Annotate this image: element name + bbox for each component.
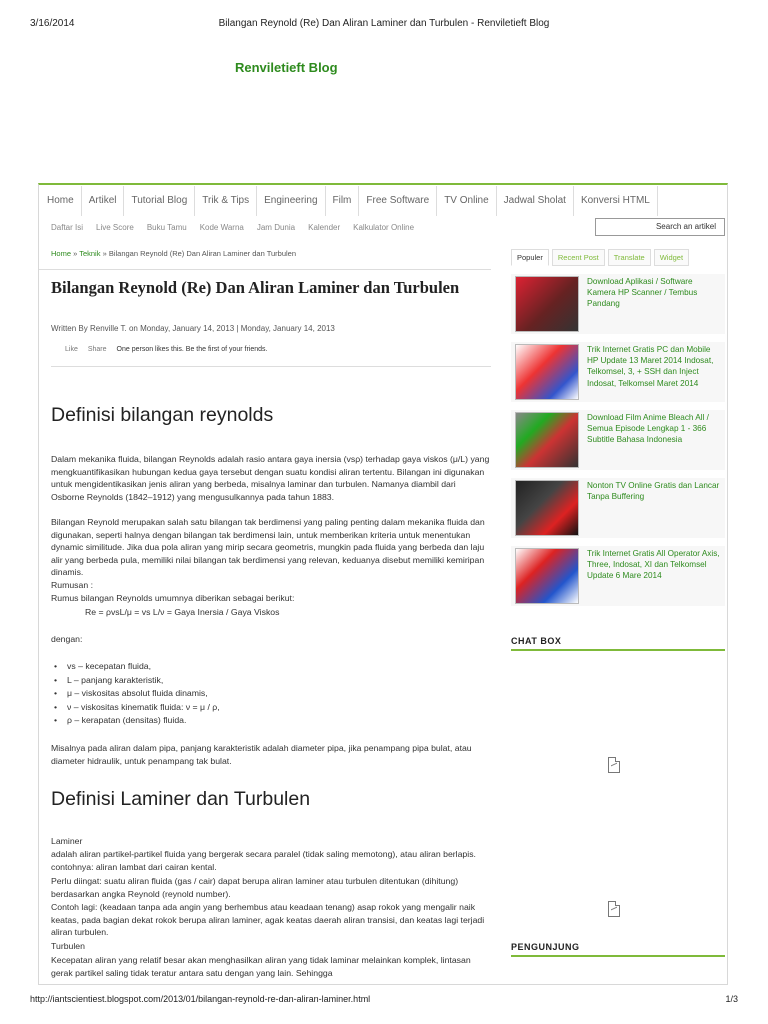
popular-post-link[interactable]: Trik Internet Gratis All Operator Axis, Three, Indosat, XI dan Telkomsel Update 6 Mare 2014 xyxy=(587,549,720,581)
tab-recent-post[interactable]: Recent Post xyxy=(552,249,605,266)
list-item: • L – panjang karakteristik, xyxy=(67,674,487,688)
menu-item-tv-online[interactable]: TV Online xyxy=(437,186,496,216)
submenu-item-kalender[interactable]: Kalender xyxy=(308,223,341,232)
menu-item-tutorial-blog[interactable]: Tutorial Blog xyxy=(124,186,195,216)
paragraph: Rumusan : xyxy=(51,580,94,590)
list-item[interactable] xyxy=(511,478,725,538)
post-thumbnail[interactable] xyxy=(515,412,579,468)
section-heading: Definisi Laminer dan Turbulen xyxy=(51,788,311,810)
print-date: 3/16/2014 xyxy=(30,18,75,29)
menu-item-home[interactable]: Home xyxy=(40,186,82,216)
sub-menu xyxy=(51,223,414,232)
paragraph: Kecepatan aliran yang relatif besar akan menghasilkan aliran yang tidak laminar melainkan komplek, lintasan gerak partikel saling tidak teratur antara satu dengan yang lain. Sehingga xyxy=(51,955,471,978)
breadcrumb-separator: » xyxy=(71,249,80,258)
paragraph: Turbulen xyxy=(51,941,85,951)
paragraph: Perlu diingat: suatu aliran fluida (gas / cair) dapat berupa aliran laminer atau turbulen ditentukan (dihitung) berdasarkan angka Reynold (reynold number). xyxy=(51,876,459,899)
paragraph: dengan: xyxy=(51,634,83,644)
menu-item-konversi-html[interactable]: Konversi HTML xyxy=(574,186,658,216)
list-item: • μ – viskositas absolut fluida dinamis, xyxy=(67,687,487,701)
menu-item-engineering[interactable]: Engineering xyxy=(257,186,325,216)
broken-image-icon xyxy=(608,757,620,773)
submenu-item-kalkulator-online[interactable]: Kalkulator Online xyxy=(353,223,415,232)
list-item[interactable] xyxy=(511,342,725,402)
popular-post-link[interactable]: Download Film Anime Bleach All / Semua Episode Lengkap 1 - 366 Subtitle Bahasa Indonesia xyxy=(587,413,709,445)
menu-item-jadwal-sholat[interactable]: Jadwal Sholat xyxy=(497,186,574,216)
list-item: • ρ – kerapatan (densitas) fluida. xyxy=(67,714,487,728)
paragraph: Rumus bilangan Reynolds umumnya diberikan sebagai berikut: xyxy=(51,593,295,603)
menu-item-free-software[interactable]: Free Software xyxy=(359,186,437,216)
list-item: • vs – kecepatan fluida, xyxy=(67,660,487,674)
paragraph: Laminer xyxy=(51,836,83,846)
paragraph: adalah aliran partikel-partikel fluida yang bergerak secara paralel (tidak saling memotong), atau aliran berlapis. contohnya: aliran lambat dari cairan kental. xyxy=(51,849,476,872)
menu-item-trik-tips[interactable]: Trik & Tips xyxy=(195,186,257,216)
list-item[interactable] xyxy=(511,546,725,606)
popular-post-link[interactable]: Download Aplikasi / Software Kamera HP Scanner / Tembus Pandang xyxy=(587,277,698,309)
broken-image-icon xyxy=(608,901,620,917)
post-thumbnail[interactable] xyxy=(515,480,579,536)
popular-posts xyxy=(511,274,725,606)
main-menu xyxy=(40,186,658,216)
pengunjung-title: PENGUNJUNG xyxy=(511,942,725,957)
breadcrumb-current: Bilangan Reynold (Re) Dan Aliran Laminer dan Turbulen xyxy=(108,249,297,258)
like-bar xyxy=(65,346,268,353)
list-item[interactable] xyxy=(511,274,725,334)
breadcrumb-separator: » xyxy=(100,249,109,258)
print-page-title: Bilangan Reynold (Re) Dan Aliran Laminer dan Turbulen - Renviletieft Blog xyxy=(218,18,550,29)
tab-widget[interactable]: Widget xyxy=(654,249,689,266)
search-input[interactable]: Search an artikel xyxy=(595,218,725,236)
sidebar xyxy=(511,249,725,952)
section-heading: Definisi bilangan reynolds xyxy=(51,404,274,426)
breadcrumb-category[interactable]: Teknik xyxy=(79,249,101,258)
divider xyxy=(39,269,491,270)
like-button[interactable]: Like xyxy=(65,346,78,353)
submenu-item-jam-dunia[interactable]: Jam Dunia xyxy=(256,223,296,232)
submenu-item-daftar-isi[interactable]: Daftar Isi xyxy=(51,223,84,232)
variable-list xyxy=(67,660,487,728)
breadcrumb-home[interactable]: Home xyxy=(51,249,72,258)
share-button[interactable]: Share xyxy=(87,346,107,353)
tab-translate[interactable]: Translate xyxy=(608,249,651,266)
submenu-item-live-score[interactable]: Live Score xyxy=(96,223,134,232)
breadcrumb xyxy=(51,249,491,258)
print-page-number: 1/3 xyxy=(725,994,738,1004)
likes-text: One person likes this. Be the first of your friends. xyxy=(116,346,268,353)
paragraph: Dalam mekanika fluida, bilangan Reynolds adalah rasio antara gaya inersia (vsρ) terhadap gaya viskos (μ/L) yang mengkuantifikasikan hubungan kedua gaya tersebut dengan suatu kondisi aliran tertentu. Bilangan ini digunakan untuk mengidentikasikan jenis aliran yang berbeda, misalnya laminar dan turbulen. Namanya diambil dari Osborne Reynolds (1842–1912) yang mengusulkannya pada tahun 1883. xyxy=(51,454,490,502)
popular-post-link[interactable]: Trik Internet Gratis PC dan Mobile HP Update 13 Maret 2014 Indosat, Telkomsel, 3, + SSH dan Inject Indosat, Telkomsel Maret 2014 xyxy=(587,345,714,388)
list-item: • ν – viskositas kinematik fluida: ν = μ / ρ, xyxy=(67,701,487,715)
paragraph: Misalnya pada aliran dalam pipa, panjang karakteristik adalah diameter pipa, jika penampang pipa bulat, atau diameter hidraulik, untuk penampang tak bulat. xyxy=(51,743,472,766)
paragraph: Bilangan Reynold merupakan salah satu bilangan tak berdimensi yang paling penting dalam mekanika fluida dan digunakan, seperti halnya dengan bilangan tak berdimensi lain, untuk memberikan kriteria untuk menentukan dynamic similitude. Jika dua pola aliran yang mirip secara geometris, mungkin pada fluida yang berbeda dan laju alir yang berbeda pula, memiliki nilai bilangan tak berdimensi yang relevan, keduanya disebut memiliki kemiripan dinamis. xyxy=(51,517,485,578)
submenu-item-kode-warna[interactable]: Kode Warna xyxy=(199,223,244,232)
blog-title[interactable]: Renviletieft Blog xyxy=(235,60,338,75)
list-item[interactable] xyxy=(511,410,725,470)
post-title: Bilangan Reynold (Re) Dan Aliran Laminer dan Turbulen xyxy=(51,278,460,297)
tab-populer[interactable]: Populer xyxy=(511,249,549,266)
blog-frame xyxy=(38,183,728,985)
sidebar-tabs xyxy=(511,249,725,266)
chatbox-title: CHAT BOX xyxy=(511,636,725,651)
divider xyxy=(51,366,491,367)
menu-item-artikel[interactable]: Artikel xyxy=(82,186,125,216)
post-thumbnail[interactable] xyxy=(515,276,579,332)
post-thumbnail[interactable] xyxy=(515,548,579,604)
popular-post-link[interactable]: Nonton TV Online Gratis dan Lancar Tanpa Buffering xyxy=(587,481,720,502)
print-url: http://iantscientiest.blogspot.com/2013/01/bilangan-reynold-re-dan-aliran-laminer.html xyxy=(30,994,371,1004)
post-meta: Written By Renville T. on Monday, January 14, 2013 | Monday, January 14, 2013 xyxy=(51,324,335,333)
menu-item-film[interactable]: Film xyxy=(326,186,360,216)
print-header xyxy=(30,18,738,32)
post-thumbnail[interactable] xyxy=(515,344,579,400)
submenu-item-buku-tamu[interactable]: Buku Tamu xyxy=(146,223,187,232)
paragraph: Contoh lagi: (keadaan tanpa ada angin yang berhembus atau keadaan tenang) asap rokok yang mengalir naik keatas, pada bagian dekat rokok berupa aliran laminer, agak keatas daerah aliran transisi, dan keatas lagi terjadi aliran turbulen. xyxy=(51,902,485,938)
formula: Re = ρvsL/μ = vs L/ν = Gaya Inersia / Gaya Viskos xyxy=(85,607,280,617)
